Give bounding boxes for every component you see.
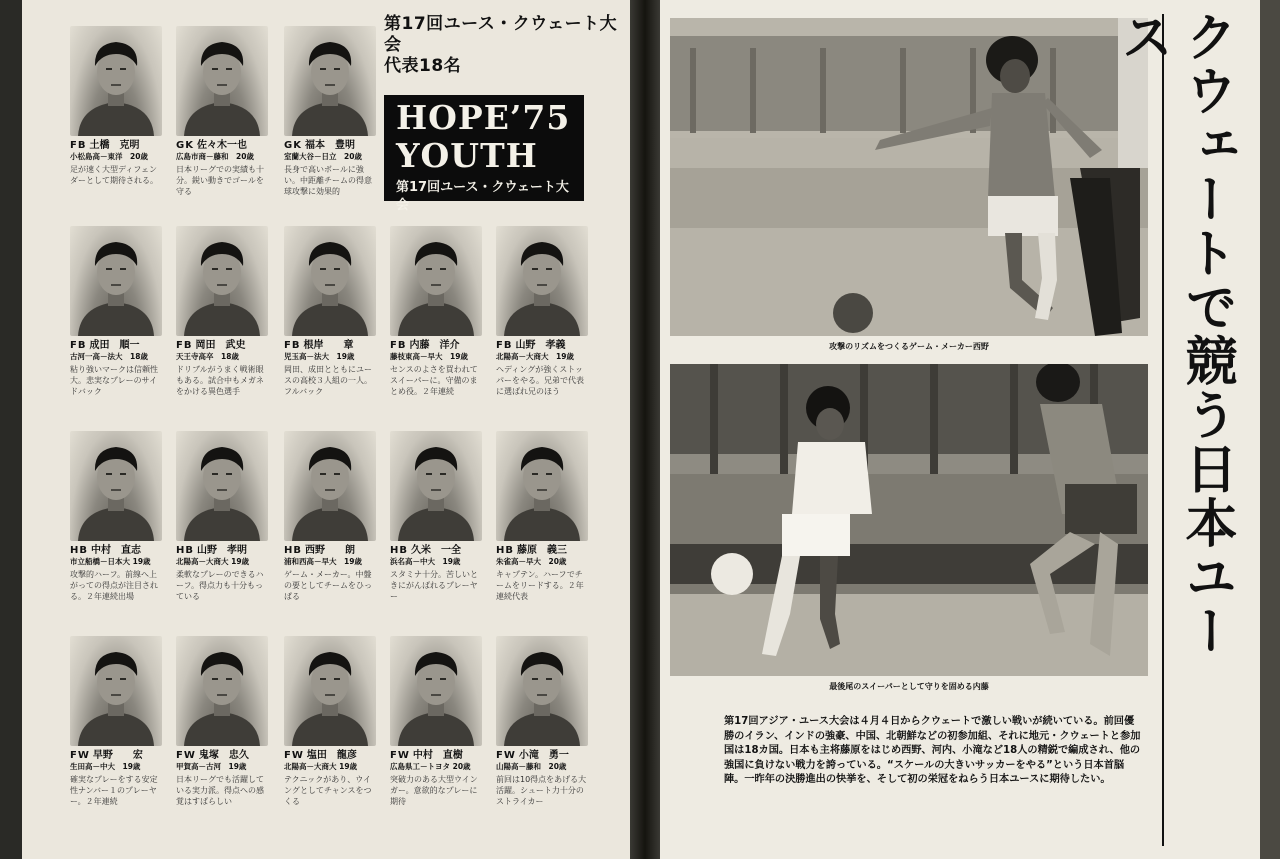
player-school: 朱雀高－早大 20歳: [496, 557, 567, 566]
player-school: 北陽高－大商大 19歳: [496, 352, 574, 361]
player-description: 日本リーグでも活躍している実力派。得点への感覚はすばらしい: [176, 775, 264, 806]
player-portrait: [284, 431, 376, 541]
hope-subtitle: 第17回ユース・クウェート大会: [396, 180, 569, 213]
player-name-line: [176, 545, 270, 557]
player-name: 山野 孝義: [515, 340, 566, 351]
player-card: [496, 431, 590, 613]
player-portrait: [284, 26, 376, 136]
player-card: [390, 636, 484, 818]
player-card: [70, 26, 164, 208]
player-description: 長身で高いボールに強い。中距離チームの得意球攻撃に効果的: [284, 165, 372, 196]
player-name-line: [284, 140, 378, 152]
player-card: [284, 26, 378, 208]
player-name: 福本 豊明: [304, 140, 355, 151]
player-description: 岡田、成田とともにユースの高校３人組の一人。フルバック: [284, 365, 372, 396]
player-description: テクニックがあり、ウイングとしてチャンスをつくる: [284, 775, 372, 806]
player-position: HB: [284, 545, 302, 556]
player-portrait: [496, 431, 588, 541]
player-card: [390, 226, 484, 408]
player-position: FW: [390, 750, 410, 761]
player-position: FW: [70, 750, 90, 761]
player-card: [284, 226, 378, 408]
player-name-line: [176, 750, 270, 762]
player-card: [176, 431, 270, 613]
player-name: 内藤 洋介: [409, 340, 460, 351]
player-name-line: [284, 340, 378, 352]
player-name-line: [390, 545, 484, 557]
hope-youth-title-box: [384, 95, 584, 213]
player-name: 早野 宏: [92, 750, 143, 761]
player-name-line: [284, 545, 378, 557]
player-description: スタミナ十分。苦しいときにがんばれるプレーヤー: [390, 570, 478, 601]
photo-nishino-dribbling: [670, 18, 1148, 336]
player-portrait: [284, 226, 376, 336]
player-name-line: [496, 545, 590, 557]
player-position: FW: [496, 750, 516, 761]
player-school: 北陽高－大商大 19歳: [284, 762, 358, 771]
player-name-line: [70, 340, 164, 352]
player-name: 土橋 克明: [89, 140, 140, 151]
player-description: 前回は10得点をあげる大活躍。シュート力十分のストライカー: [496, 775, 587, 806]
caption-1: 攻撃のリズムをつくるゲーム・メーカー西野: [829, 342, 989, 351]
player-name: 小滝 勇一: [518, 750, 569, 761]
player-card: [496, 636, 590, 818]
player-name: 鬼塚 忠久: [198, 750, 249, 761]
player-name: 根岸 章: [303, 340, 354, 351]
player-card: [284, 636, 378, 818]
player-position: FW: [176, 750, 196, 761]
player-portrait: [70, 431, 162, 541]
player-school: 天王寺高卒 18歳: [176, 352, 239, 361]
player-card: [176, 26, 270, 208]
title-divider-line: [1162, 14, 1164, 846]
youth-title: YOUTH: [396, 136, 538, 175]
player-school: 山陽高－藤和 20歳: [496, 762, 567, 771]
player-name-line: [496, 340, 590, 352]
player-school: 甲賀高－古河 19歳: [176, 762, 247, 771]
player-description: センスのよさを買われてスイーパーに。守備のまとめ役。２年連続: [390, 365, 478, 396]
player-position: GK: [176, 140, 194, 151]
player-description: 柔軟なプレーのできるハーフ。得点力も十分もっている: [176, 570, 264, 601]
player-name-line: [176, 340, 270, 352]
player-name-line: [70, 545, 164, 557]
player-position: FB: [176, 340, 193, 351]
vertical-title: クウェートで競う日本ユース: [1112, 10, 1236, 658]
player-card: [70, 636, 164, 818]
player-school: 浦和西高－早大 19歳: [284, 557, 362, 566]
right-edge: [1260, 0, 1280, 859]
right-page: [660, 0, 1260, 859]
player-position: HB: [176, 545, 194, 556]
player-description: キャプテン。ハーフでチームをリードする。２年連続代表: [496, 570, 584, 601]
book-gutter: [630, 0, 660, 859]
player-portrait: [70, 636, 162, 746]
player-name: 佐々木一也: [196, 140, 247, 151]
player-name: 塩田 龍彦: [306, 750, 357, 761]
player-portrait: [390, 431, 482, 541]
player-portrait: [390, 636, 482, 746]
player-card: [176, 226, 270, 408]
player-card: [70, 226, 164, 408]
player-portrait: [284, 636, 376, 746]
player-name-line: [390, 750, 484, 762]
player-position: HB: [496, 545, 514, 556]
player-description: 日本リーグでの実績も十分。鋭い動きでゴールを守る: [176, 165, 264, 196]
player-name: 中村 直樹: [412, 750, 463, 761]
player-school: 北陽高－大商大 19歳: [176, 557, 250, 566]
caption-2: 最後尾のスイーパーとして守りを固める内藤: [829, 682, 989, 691]
player-card: [284, 431, 378, 613]
player-position: HB: [390, 545, 408, 556]
player-description: ドリブルがうまく戦術眼もある。試合中もメガネをかける異色選手: [176, 365, 264, 396]
left-page: [22, 0, 630, 859]
player-school: 広島市商－藤和 20歳: [176, 152, 254, 161]
player-portrait: [176, 26, 268, 136]
player-name-line: [176, 140, 270, 152]
player-description: ゲーム・メーカー。中盤の要としてチームをひっぱる: [284, 570, 372, 601]
player-school: 児玉高－法大 19歳: [284, 352, 355, 361]
player-portrait: [496, 226, 588, 336]
player-name: 西野 朗: [305, 545, 355, 556]
player-portrait: [176, 226, 268, 336]
player-position: FB: [70, 340, 87, 351]
player-position: FB: [70, 140, 87, 151]
player-name: 久米 一全: [411, 545, 461, 556]
player-portrait: [70, 26, 162, 136]
player-name-line: [496, 750, 590, 762]
player-position: GK: [284, 140, 302, 151]
hope-title: HOPE’75: [396, 98, 571, 137]
lead-heading: [384, 14, 630, 77]
player-name: 藤原 義三: [517, 545, 567, 556]
photo-naito-defending: [670, 364, 1148, 676]
player-name: 成田 順一: [89, 340, 140, 351]
player-description: 確実なプレーをする安定性ナンバー１のプレーヤー。２年連続: [70, 775, 158, 806]
player-position: FB: [390, 340, 407, 351]
lead-line-1: 第17回ユース・クウェート大会: [384, 14, 618, 55]
player-school: 古河一高－法大 18歳: [70, 352, 148, 361]
player-school: 藤枝東高－早大 19歳: [390, 352, 468, 361]
player-description: 足が速く大型ディフェンダーとして期待される。: [70, 165, 158, 185]
player-description: ヘディングが強くストッパーをやる。兄弟で代表に選ばれ兄のほう: [496, 365, 584, 396]
player-school: 小松島高－東洋 20歳: [70, 152, 148, 161]
player-description: 突破力のある大型ウインガー。意欲的なプレーに期待: [390, 775, 478, 806]
player-school: 浜名高－中大 19歳: [390, 557, 461, 566]
player-position: FW: [284, 750, 304, 761]
player-portrait: [176, 431, 268, 541]
player-position: FB: [496, 340, 513, 351]
player-card: [70, 431, 164, 613]
player-school: 生田高－中大 19歳: [70, 762, 141, 771]
player-position: HB: [70, 545, 88, 556]
player-portrait: [176, 636, 268, 746]
player-card: [390, 431, 484, 613]
player-card: [176, 636, 270, 818]
player-name: 中村 直志: [91, 545, 141, 556]
player-portrait: [496, 636, 588, 746]
player-name-line: [70, 140, 164, 152]
player-name: 山野 孝明: [197, 545, 247, 556]
player-name-line: [390, 340, 484, 352]
player-description: 攻撃的ハーフ。前線へ上がっての得点が注目される。２年連続出場: [70, 570, 158, 601]
player-portrait: [390, 226, 482, 336]
player-card: [496, 226, 590, 408]
player-school: 室蘭大谷－日立 20歳: [284, 152, 362, 161]
player-name-line: [70, 750, 164, 762]
player-description: 粘り強いマークは信頼性大。悲実なプレーのサイドバック: [70, 365, 158, 396]
player-school: 市立船橋－日本大 19歳: [70, 557, 151, 566]
article-body: 第17回アジア・ユース大会は４月４日からクウェートで激しい戦いが続いている。前回優勝のイラン、インドの強豪、中国、北朝鮮などの初参加組、それに地元・クウェートと参加国は18カ国。日本も主将藤原をはじめ西野、河内、小滝など18人の精鋭で編成され、他の強国に負けない戦力を誇っている。“スケールの大きいサッカーをやる”という日本首脳陣。一昨年の決勝進出の快挙を、そして初の栄冠をねらう日本ユースに期待したい。: [724, 716, 1141, 786]
player-name-line: [284, 750, 378, 762]
player-portrait: [70, 226, 162, 336]
player-school: 広島県工－トヨタ 20歳: [390, 762, 471, 771]
player-name: 岡田 武史: [195, 340, 246, 351]
player-position: FB: [284, 340, 301, 351]
lead-line-2: 代表18名: [384, 56, 462, 76]
